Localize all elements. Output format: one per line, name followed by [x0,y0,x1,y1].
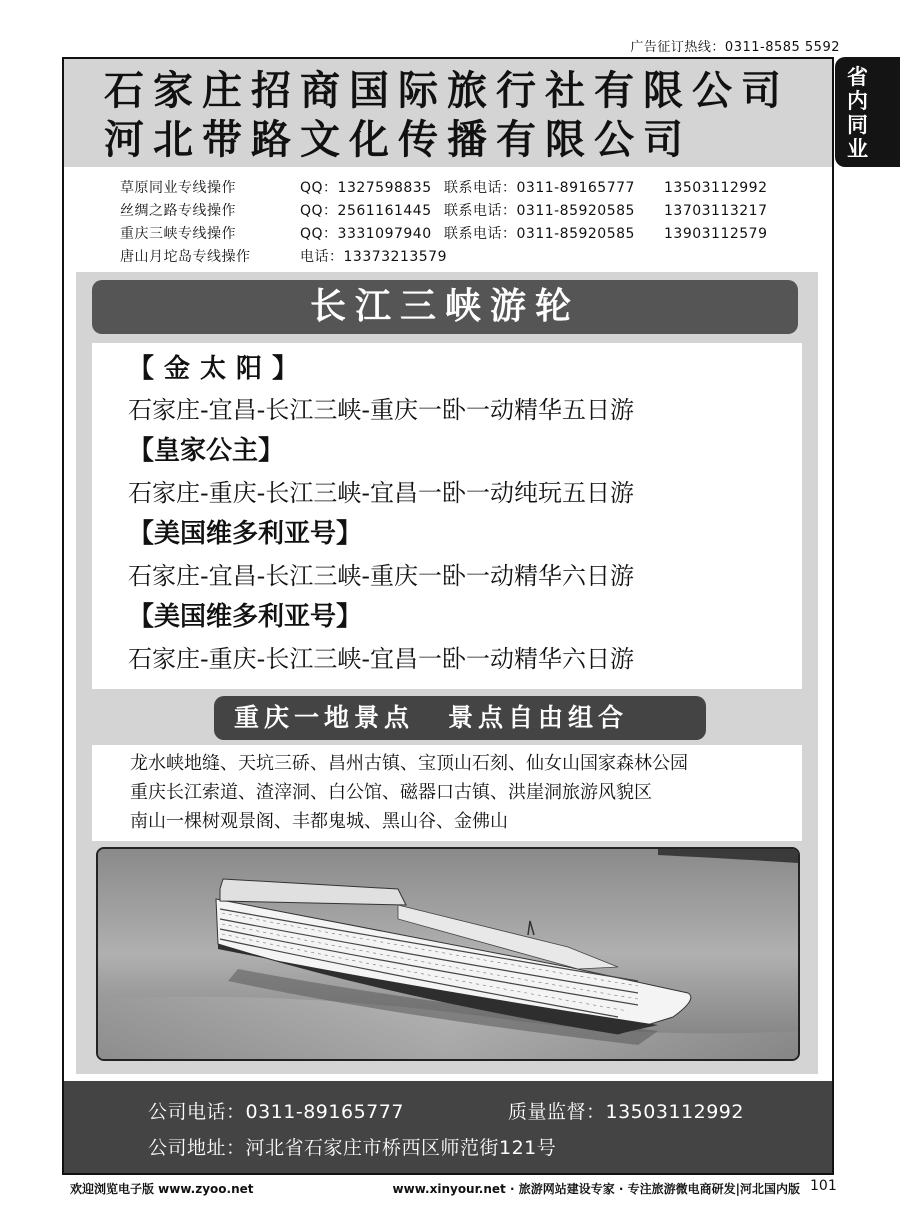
operator-phone: 联系电话：0311-89165777 [444,180,635,196]
attractions-banner [214,696,706,740]
cruise-routes [92,343,802,689]
operator-row [120,177,820,200]
section-tab-char: 同 [847,113,868,137]
operator-list [120,177,820,269]
section-banner: 长江三峡游轮 [92,280,798,334]
attractions-subtitle: 景点自由组合 [448,703,629,732]
route-text: 石家庄-重庆-长江三峡-宜昌一卧一动精华六日游 [128,645,634,673]
ship-name: 【美国维多利亚号】 [128,519,363,549]
operator-line: 唐山月坨岛专线操作 [120,249,251,265]
company-name-1: 石家庄招商国际旅行社有限公司 [104,68,790,114]
footer-website-left[interactable]: 欢迎浏览电子版 www.zyoo.net [70,1182,254,1196]
route-text: 石家庄-宜昌-长江三峡-重庆一卧一动精华五日游 [128,396,634,424]
operator-qq: QQ：3331097940 [300,226,432,242]
ad-frame [62,57,834,1175]
operator-line: 草原同业专线操作 [120,180,236,196]
ad-hotline: 广告征订热线：0311-8585 5592 [630,40,840,55]
operator-line: 重庆三峡专线操作 [120,226,236,242]
company-header [64,59,832,167]
operator-phone-only: 电话：13373213579 [300,249,447,265]
company-address: 公司地址：河北省石家庄市桥西区师范街121号 [148,1137,557,1159]
section-tab-char: 省 [847,65,868,89]
attractions-line: 龙水峡地缝、天坑三硚、昌州古镇、宝顶山石刻、仙女山国家森林公园 [130,753,688,774]
route-text: 石家庄-宜昌-长江三峡-重庆一卧一动精华六日游 [128,562,634,590]
operator-phone: 联系电话：0311-85920585 [444,226,635,242]
ship-name: 【皇家公主】 [128,436,285,466]
operator-qq: QQ：2561161445 [300,203,432,219]
company-phone: 公司电话：0311-89165777 [148,1101,404,1123]
operator-row [120,246,820,269]
ship-name: 【美国维多利亚号】 [128,602,363,632]
attractions-line: 重庆长江索道、渣滓洞、白公馆、磁器口古镇、洪崖洞旅游风貌区 [130,782,652,803]
attractions-list [92,745,802,841]
operator-mobile: 13703113217 [664,203,768,219]
operator-qq: QQ：1327598835 [300,180,432,196]
company-name-2: 河北带路文化传播有限公司 [104,117,692,163]
section-tab[interactable] [835,57,900,167]
operator-mobile: 13903112579 [664,226,768,242]
attractions-title: 重庆一地景点 [234,703,415,732]
section-tab-char: 业 [847,137,868,161]
operator-row [120,223,820,246]
route-text: 石家庄-重庆-长江三峡-宜昌一卧一动纯玩五日游 [128,479,634,507]
contact-row [148,1099,744,1125]
attractions-line: 南山一棵树观景阁、丰都鬼城、黑山谷、金佛山 [130,811,508,832]
ship-name: 【金太阳】 [128,354,309,384]
operator-mobile: 13503112992 [664,180,768,196]
page-number: 101 [810,1178,837,1194]
footer-website-right[interactable]: www.xinyour.net · 旅游网站建设专家 · 专注旅游微电商研发|河北国内版 [392,1182,800,1196]
operator-line: 丝绸之路专线操作 [120,203,236,219]
operator-row [120,200,820,223]
operator-phone: 联系电话：0311-85920585 [444,203,635,219]
section-tab-char: 内 [847,89,868,113]
contact-footer [64,1081,832,1173]
quality-hotline: 质量监督：13503112992 [508,1101,744,1123]
cruise-ship-photo [96,847,800,1061]
